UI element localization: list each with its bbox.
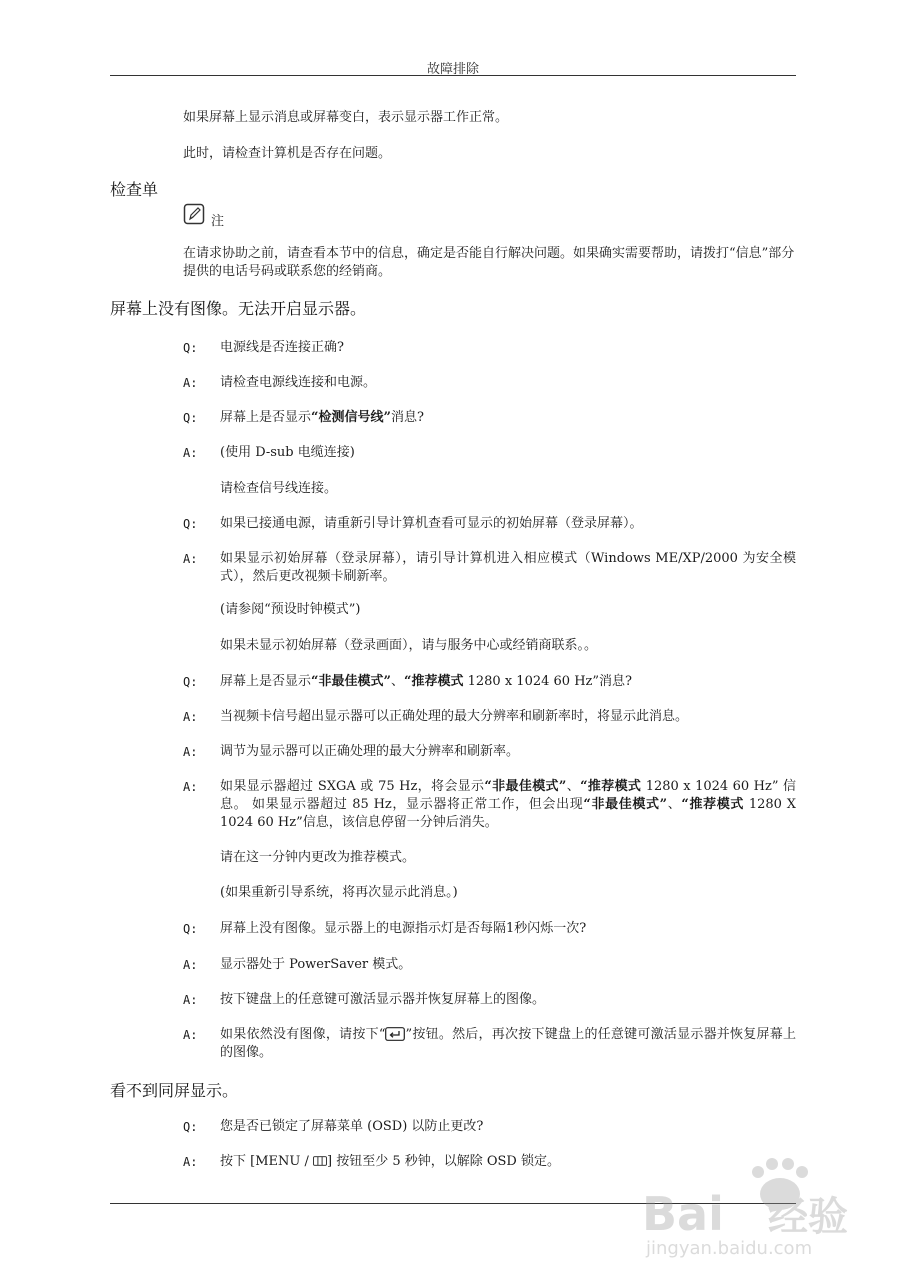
qa-tag: A: (183, 376, 198, 390)
section2-heading: 看不到同屏显示。 (110, 1081, 239, 1100)
qa-bold-term: “非最佳模式” (484, 779, 567, 794)
qa-continuation: (请参阅“预设时钟模式”) (220, 602, 361, 617)
svg-text:Bai: Bai (642, 1187, 724, 1241)
qa-tag: A: (183, 1028, 198, 1042)
enter-key-icon (385, 1027, 405, 1041)
qa-item (183, 673, 796, 691)
qa-text: 当视频卡信号超出显示器可以正确处理的最大分辨率和刷新率时，将显示此消息。 (220, 709, 689, 724)
qa-text: 如果显示初始屏幕（登录屏幕），请引导计算机进入相应模式（Windows ME/XP/2000 为安全模式），然后更改视频卡刷新率。 (220, 551, 796, 584)
qa-text-part: 屏幕上是否显示 (220, 674, 312, 689)
qa-text: 显示器处于 PowerSaver 模式。 (220, 957, 412, 972)
baidu-jingyan-watermark-logo (640, 1150, 860, 1260)
qa-text: 按下键盘上的任意键可激活显示器并恢复屏幕上的图像。 (220, 992, 546, 1007)
qa-text-part: 1280 x 1024 60 Hz” 信息。 如果显示器超过 85 Hz，显示器将正常工作，但会出现 (220, 779, 796, 812)
qa-text-part: 1280 X 1024 60 Hz”信息，该信息停留一分钟后消失。 (220, 797, 796, 830)
menu-key-icon (313, 1154, 327, 1168)
qa-item (183, 1118, 796, 1136)
qa-text-part: 、 (390, 674, 404, 689)
checklist-heading: 检查单 (110, 180, 159, 199)
qa-text (220, 1026, 796, 1062)
qa-text-part: 如果显示器超过 SXGA 或 75 Hz，将会显示 (220, 779, 485, 794)
qa-bold-term: “非最佳模式” (311, 674, 391, 689)
qa-tag: A: (183, 780, 198, 794)
qa-tag: Q: (183, 1120, 198, 1134)
qa-item (183, 956, 796, 974)
qa-text: 调节为显示器可以正确处理的最大分辨率和刷新率。 (220, 744, 520, 759)
qa-text (220, 409, 796, 427)
qa-text-part: 、 (667, 797, 682, 812)
qa-tag: A: (183, 958, 198, 972)
qa-item (183, 778, 796, 832)
qa-bold-term: “推荐模式 (681, 797, 745, 812)
note-label: 注 (211, 214, 225, 229)
qa-item (183, 1026, 796, 1062)
qa-tag: Q: (183, 411, 198, 425)
qa-tag: A: (183, 993, 198, 1007)
qa-item (183, 515, 796, 533)
qa-text: 您是否已锁定了屏幕菜单 (OSD) 以防止更改? (220, 1119, 484, 1134)
qa-tag: Q: (183, 675, 198, 689)
qa-bold-term: “检测信号线” (311, 410, 391, 425)
qa-item (183, 339, 796, 357)
section1-heading: 屏幕上没有图像。无法开启显示器。 (110, 299, 367, 318)
qa-item (183, 550, 796, 586)
qa-text-part: 1280 x 1024 60 Hz”消息? (463, 674, 632, 689)
qa-text-part: 如果依然没有图像，请按下“ (220, 1027, 386, 1042)
qa-tag: Q: (183, 341, 198, 355)
qa-text: 如果已接通电源，请重新引导计算机查看可显示的初始屏幕（登录屏幕）。 (220, 516, 643, 531)
qa-continuation: 请检查信号线连接。 (220, 481, 338, 496)
qa-tag: A: (183, 1155, 198, 1169)
qa-text (220, 673, 796, 691)
qa-text-part: ”按钮。然后，再次按下键盘上的任意键可激活显示器并恢复屏幕上的图像。 (220, 1027, 796, 1060)
qa-tag: Q: (183, 517, 198, 531)
qa-item (183, 991, 796, 1009)
header-rule (110, 75, 796, 76)
qa-continuation: 如果未显示初始屏幕（登录画面），请与服务中心或经销商联系。。 (220, 638, 598, 653)
note-pencil-icon (183, 203, 205, 225)
qa-text-part: 屏幕上是否显示 (220, 410, 312, 425)
qa-bold-term: “推荐模式 (404, 674, 464, 689)
qa-text: 请检查电源线连接和电源。 (220, 375, 377, 390)
qa-bold-term: “推荐模式 (580, 779, 642, 794)
qa-text (220, 778, 796, 832)
intro-line-2: 此时，请检查计算机是否存在问题。 (183, 146, 392, 161)
qa-item (183, 743, 796, 761)
qa-tag: A: (183, 745, 198, 759)
qa-continuation: 请在这一分钟内更改为推荐模式。 (220, 850, 416, 865)
qa-text-part: 消息? (390, 410, 424, 425)
qa-item (183, 409, 796, 427)
qa-tag: A: (183, 710, 198, 724)
qa-tag: Q: (183, 922, 198, 936)
qa-continuation: (如果重新引导系统，将再次显示此消息。) (220, 885, 458, 900)
qa-text-part: ] 按钮至少 5 秒钟，以解除 OSD 锁定。 (326, 1154, 560, 1169)
qa-tag: A: (183, 446, 198, 460)
qa-item (183, 444, 796, 462)
svg-text:jingyan.baidu.com: jingyan.baidu.com (646, 1238, 813, 1259)
qa-tag: A: (183, 552, 198, 566)
qa-text: 屏幕上没有图像。显示器上的电源指示灯是否每隔1秒闪烁一次? (220, 921, 587, 936)
qa-item (183, 374, 796, 392)
qa-bold-term: “非最佳模式” (583, 797, 668, 812)
qa-item (183, 920, 796, 938)
svg-text:经验: 经验 (768, 1194, 848, 1240)
page-header-title: 故障排除 (426, 62, 479, 77)
qa-text-part: 按下 [MENU / (220, 1154, 313, 1169)
qa-text-part: 、 (566, 779, 581, 794)
qa-text: (使用 D-sub 电缆连接) (220, 445, 355, 460)
qa-item (183, 708, 796, 726)
qa-text: 电源线是否连接正确? (220, 340, 344, 355)
note-text: 在请求协助之前，请查看本节中的信息，确定是否能自行解决问题。如果确实需要帮助，请拨打“信息”部分提供的电话号码或联系您的经销商。 (183, 246, 795, 279)
intro-line-1: 如果屏幕上显示消息或屏幕变白，表示显示器工作正常。 (183, 110, 509, 125)
